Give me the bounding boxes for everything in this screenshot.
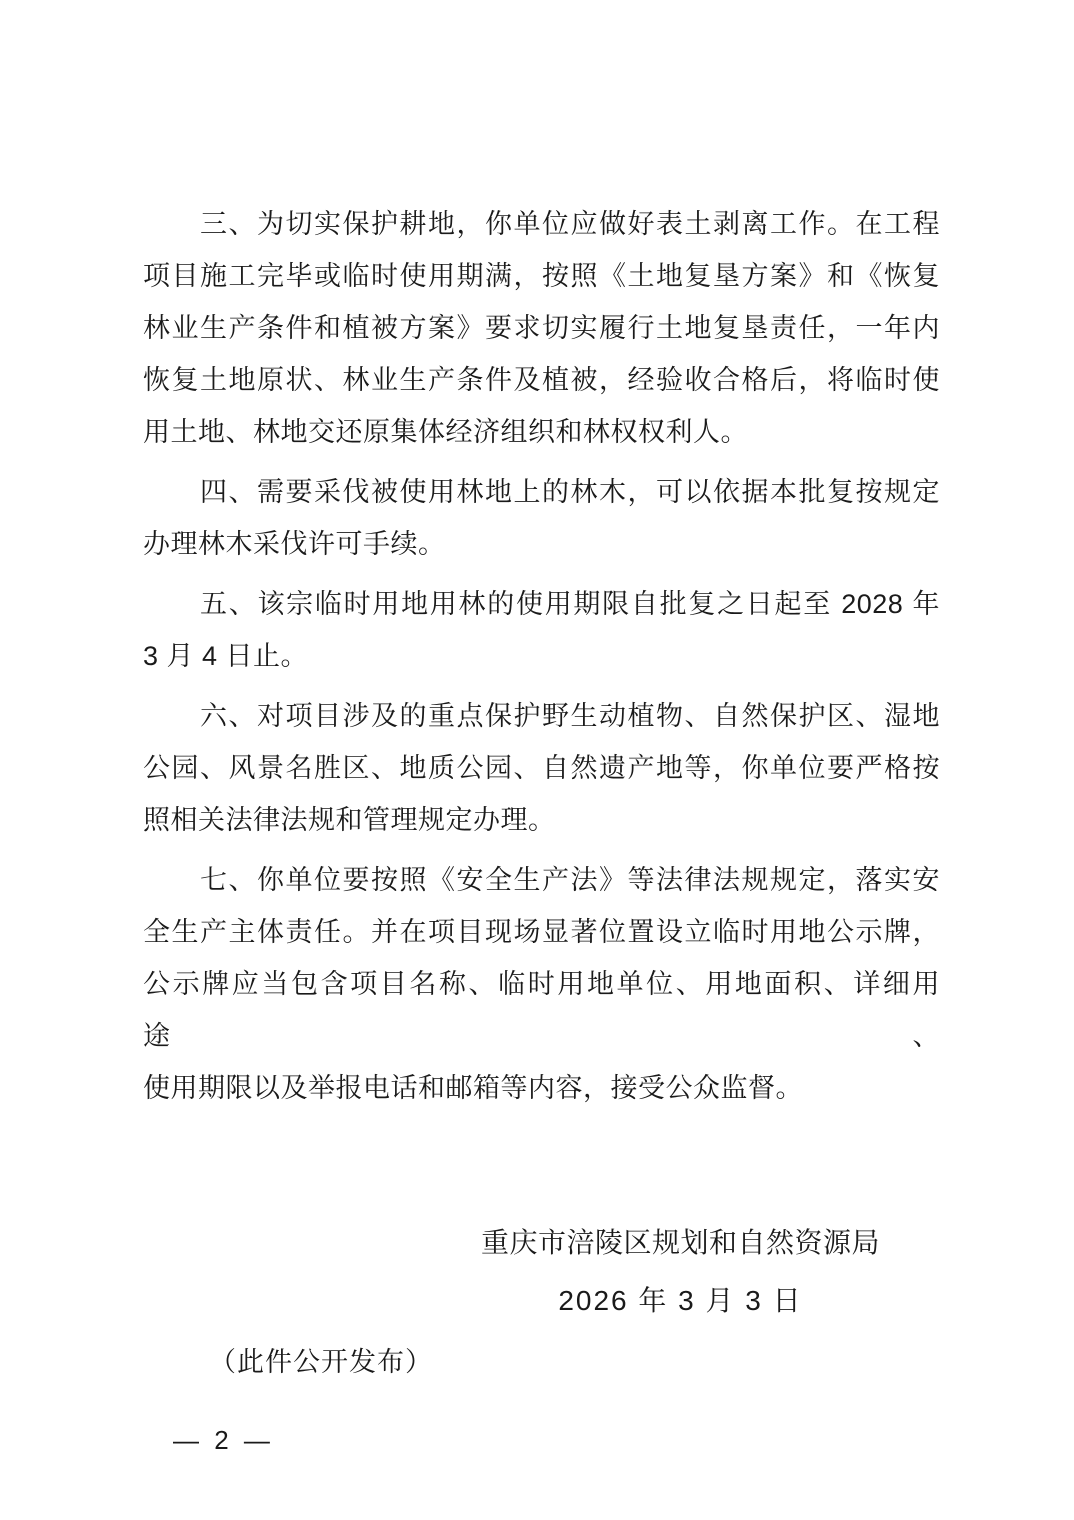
body-line: 林业生产条件和植被方案》要求切实履行土地复垦责任，一年内 bbox=[143, 313, 940, 343]
body-line: 使用期限以及举报电话和邮箱等内容，接受公众监督。 bbox=[143, 1073, 803, 1103]
page-number: — 2 — bbox=[173, 1425, 274, 1455]
body-line: 四、需要采伐被使用林地上的林木，可以依据本批复按规定 bbox=[200, 477, 940, 507]
body-line: 公示牌应当包含项目名称、临时用地单位、用地面积、详细用途、 bbox=[143, 969, 940, 1051]
body-line: 公园、风景名胜区、地质公园、自然遗产地等，你单位要严格按 bbox=[143, 753, 940, 783]
body-line: 五、该宗临时用地用林的使用期限自批复之日起至 2028 年 bbox=[200, 589, 940, 619]
document-body bbox=[143, 198, 940, 1466]
body-line: 全生产主体责任。并在项目现场显著位置设立临时用地公示牌， bbox=[143, 917, 940, 947]
body-line: 七、你单位要按照《安全生产法》等法律法规规定，落实安 bbox=[200, 865, 940, 895]
signature-organization: 重庆市涪陵区规划和自然资源局 bbox=[480, 1227, 880, 1258]
body-line: 照相关法律法规和管理规定办理。 bbox=[143, 805, 556, 835]
body-line: 用土地、林地交还原集体经济组织和林权权利人。 bbox=[143, 417, 748, 447]
body-line: 办理林木采伐许可手续。 bbox=[143, 529, 446, 559]
paragraph bbox=[143, 466, 940, 570]
body-line: 三、为切实保护耕地，你单位应做好表土剥离工作。在工程 bbox=[200, 209, 940, 239]
paragraph bbox=[143, 690, 940, 846]
paragraph bbox=[143, 854, 940, 1114]
signature-block bbox=[481, 1214, 880, 1330]
paragraph bbox=[143, 198, 940, 458]
body-line: 六、对项目涉及的重点保护野生动植物、自然保护区、湿地 bbox=[200, 701, 940, 731]
paragraph bbox=[143, 578, 940, 682]
body-line: 项目施工完毕或临时使用期满，按照《土地复垦方案》和《恢复 bbox=[143, 261, 940, 291]
release-note: （此件公开发布） bbox=[209, 1347, 433, 1377]
body-line: 3 月 4 日止。 bbox=[143, 641, 309, 671]
body-line: 恢复土地原状、林业生产条件及植被，经验收合格后，将临时使 bbox=[143, 365, 940, 395]
signature-date: 2026 年 3 月 3 日 bbox=[558, 1285, 803, 1316]
